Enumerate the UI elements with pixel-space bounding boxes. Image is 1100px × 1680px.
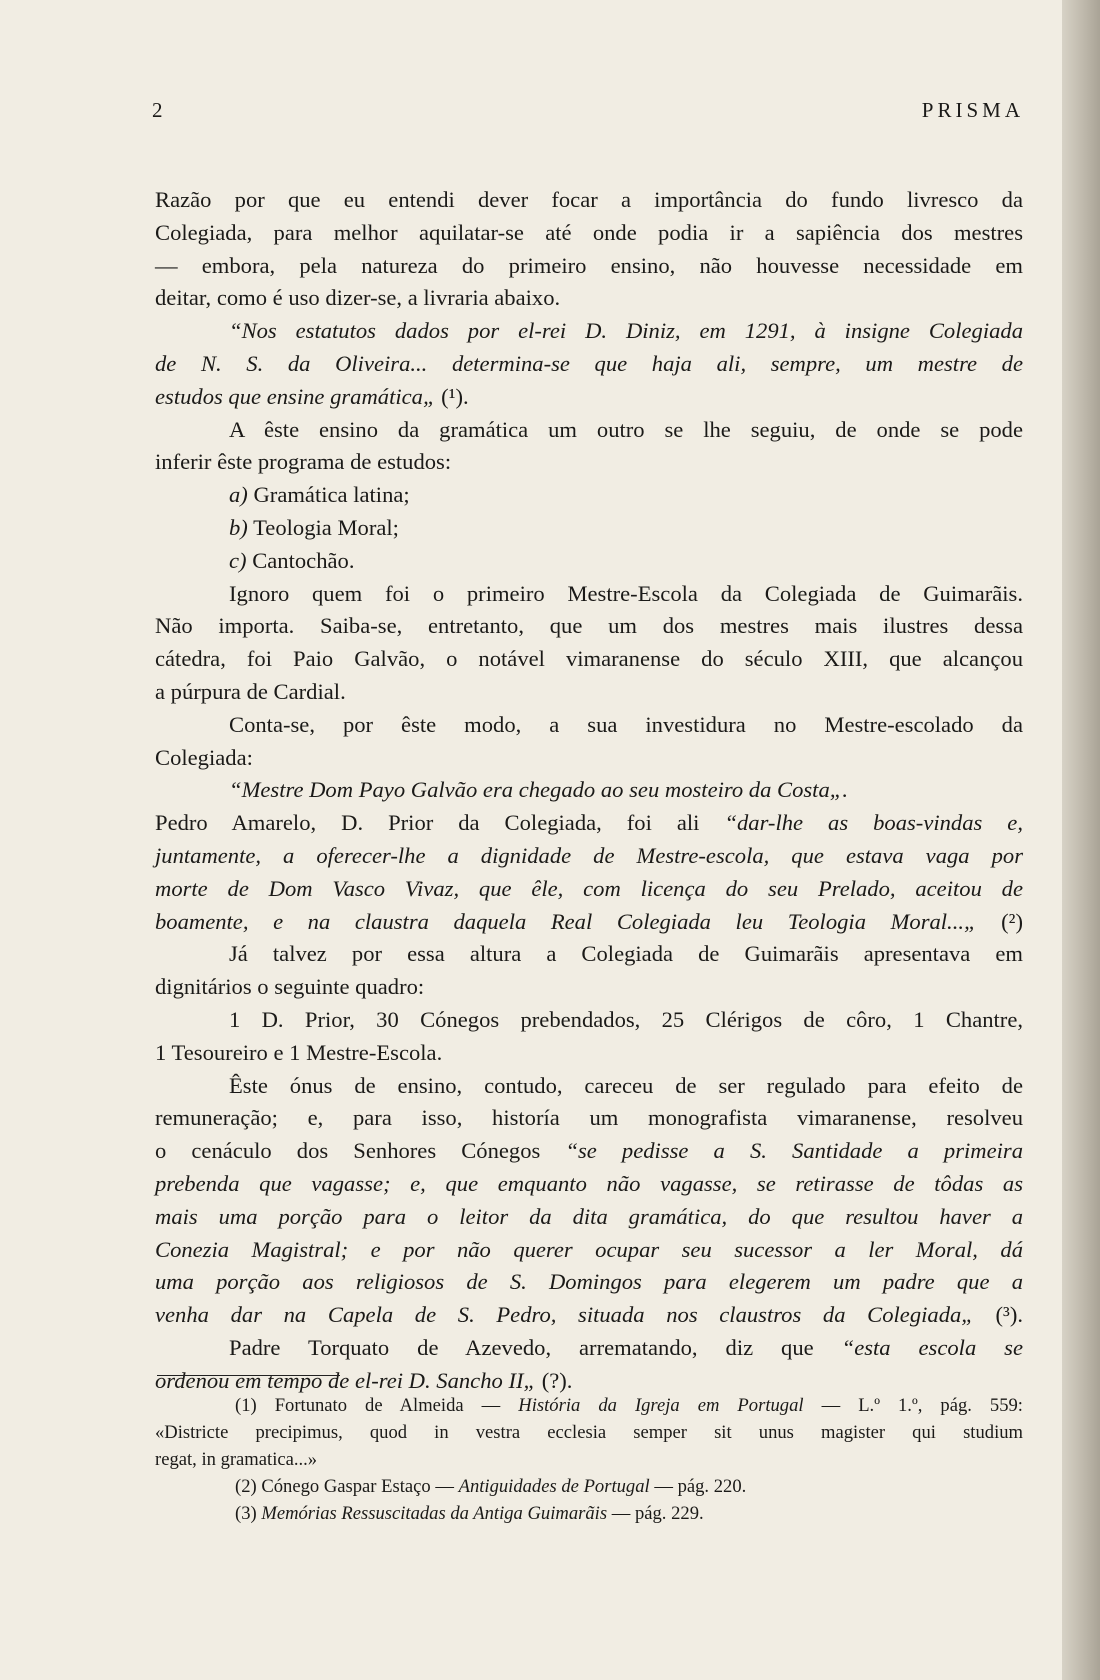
quote-text: boamente, e na claustra daquela Real Colegiada leu Teologia Moral...„ xyxy=(155,908,977,934)
quote-text: morte de Dom Vasco Vivaz, que êle, com licença do seu Prelado, aceitou de xyxy=(155,875,1023,901)
quote-line xyxy=(155,315,1023,348)
footnote-author: Fortunato de Almeida — xyxy=(256,1395,519,1416)
quote-line xyxy=(155,840,1023,873)
footnote-divider xyxy=(157,1375,340,1376)
text-line: Já talvez por essa altura a Colegiada de Guimarãis apresentava em xyxy=(229,941,1023,967)
list-text: Cantochão. xyxy=(246,547,355,573)
text-segment: Pedro Amarelo, D. Prior da Colegiada, foi ali xyxy=(155,810,725,836)
quote-text: “Nos estatutos dados por el-rei D. Diniz, em 1291, à insigne Colegiada xyxy=(229,318,1023,344)
quote-line xyxy=(155,1299,1023,1332)
list-item xyxy=(155,512,1023,545)
quote-text: estudos que ensine gramática„ xyxy=(155,383,436,409)
quote-text: Conezia Magistral; e por não querer ocupar seu sucessor a ler Moral, dá xyxy=(155,1236,1023,1262)
footnote-ref: (?). xyxy=(536,1367,573,1393)
quote-line xyxy=(155,906,1023,939)
footnote-ref: (²) xyxy=(976,908,1023,934)
text-line: inferir êste programa de estudos: xyxy=(155,449,452,475)
text-line: Ignoro quem foi o primeiro Mestre-Escola da Colegiada de Guimarãis. xyxy=(229,580,1023,606)
quote-text: uma porção aos religiosos de S. Domingos para elegerem um padre que a xyxy=(155,1269,1023,1295)
text-line: dignitários o seguinte quadro: xyxy=(155,974,425,1000)
footnote-title: Antiguidades de Portugal xyxy=(458,1476,650,1497)
text-line: 1 Tesoureiro e 1 Mestre-Escola. xyxy=(155,1039,443,1065)
text-segment: o cenáculo dos Senhores Cónegos xyxy=(155,1138,566,1164)
quote-text: “Mestre Dom Payo Galvão era chegado ao seu mosteiro da Costa„. xyxy=(229,777,848,803)
quote-text: ordenou em tempo de el-rei D. Sancho II„ xyxy=(155,1367,537,1393)
footnote-1 xyxy=(155,1392,1023,1419)
quote-line xyxy=(155,774,1023,807)
list-marker: a) xyxy=(229,482,248,508)
quote-line xyxy=(155,1168,1023,1201)
footnote-mark: (3) xyxy=(235,1503,257,1524)
quote-line xyxy=(155,381,1023,414)
quote-text: prebenda que vagasse; e, que emquanto não vagasse, se retirasse de tôdas as xyxy=(155,1170,1023,1196)
footnote-2 xyxy=(155,1473,1023,1500)
footnote-3 xyxy=(155,1500,1023,1527)
text-line: Êste ónus de ensino, contudo, careceu de ser regulado para efeito de xyxy=(229,1072,1023,1098)
text-segment: Padre Torquato de Azevedo, arrematando, diz que xyxy=(229,1334,842,1360)
footnote-rest: — pág. 220. xyxy=(649,1476,747,1497)
list-marker: b) xyxy=(229,514,248,540)
body-text xyxy=(155,184,1023,1397)
footnote-mark: (1) xyxy=(235,1395,257,1416)
text-line: Não importa. Saiba-se, entretanto, que um dos mestres mais ilustres dessa xyxy=(155,613,1023,639)
quote-text: venha dar na Capela de S. Pedro, situada nos claustros da Colegiada„ xyxy=(155,1302,974,1328)
list-item xyxy=(155,479,1023,512)
footnote-mark: (2) xyxy=(235,1476,257,1497)
footnote-title: Memórias Ressuscitadas da Antiga Guimarãis xyxy=(261,1503,608,1524)
text-line: Razão por que eu entendi dever focar a importância do fundo livresco da xyxy=(155,187,1023,212)
text-line: a púrpura de Cardial. xyxy=(155,678,346,704)
text-line xyxy=(155,1135,1023,1168)
footnote-ref: (³). xyxy=(973,1302,1023,1328)
footnote-rest: — L.º 1.º, pág. 559: xyxy=(803,1395,1023,1416)
footnotes xyxy=(155,1392,1023,1527)
text-line: Colegiada: xyxy=(155,744,253,770)
footnote-1-quote-end: regat, in gramatica...» xyxy=(155,1449,318,1470)
text-line: remuneração; e, para isso, historía um monografista vimaranense, resolveu xyxy=(155,1105,1023,1131)
footnote-author: Cónego Gaspar Estaço — xyxy=(256,1476,459,1497)
list-text: Teologia Moral; xyxy=(247,514,399,540)
list-item xyxy=(155,545,1023,578)
quote-text: de N. S. da Oliveira... determina-se que haja ali, sempre, um mestre de xyxy=(155,350,1023,376)
running-title: PRISMA xyxy=(921,98,1024,122)
quote-text: “se pedisse a S. Santidade a primeira xyxy=(565,1138,1023,1164)
page-edge xyxy=(1062,0,1100,1680)
quote-line xyxy=(155,348,1023,381)
text-line: 1 D. Prior, 30 Cónegos prebendados, 25 Clérigos de côro, 1 Chantre, xyxy=(229,1006,1023,1032)
list-text: Gramática latina; xyxy=(247,482,410,508)
quote-text: “esta escola se xyxy=(841,1334,1023,1360)
quote-line xyxy=(155,873,1023,906)
text-line: — embora, pela natureza do primeiro ensino, não houvesse necessidade em xyxy=(155,252,1023,278)
text-line: A êste ensino da gramática um outro se lhe seguiu, de onde se pode xyxy=(229,416,1023,442)
page-header xyxy=(152,98,1024,128)
list-marker: c) xyxy=(229,547,247,573)
text-line xyxy=(155,1332,1023,1365)
text-line: Colegiada, para melhor aquilatar-se até onde podia ir a sapiência dos mestres xyxy=(155,219,1023,245)
quote-line xyxy=(155,807,1023,840)
text-line: cátedra, foi Paio Galvão, o notável vimaranense do século XIII, que alcançou xyxy=(155,646,1023,672)
quote-line xyxy=(155,1234,1023,1267)
footnote-rest: — pág. 229. xyxy=(607,1503,704,1524)
quote-text: “dar-lhe as boas-vindas e, xyxy=(724,810,1023,836)
quote-line xyxy=(155,1266,1023,1299)
footnote-title: História da Igreja em Portugal xyxy=(518,1395,804,1416)
text-line: Conta-se, por êste modo, a sua investidura no Mestre-escolado da xyxy=(229,711,1023,737)
footnote-ref: (¹). xyxy=(435,383,469,409)
quote-text: mais uma porção para o leitor da dita gramática, do que resultou haver a xyxy=(155,1203,1023,1229)
text-line: deitar, como é uso dizer-se, a livraria abaixo. xyxy=(155,285,561,311)
footnote-1-quote: «Districte precipimus, quod in vestra ecclesia semper sit unus magister qui studium xyxy=(155,1422,1023,1443)
quote-line xyxy=(155,1201,1023,1234)
page-number: 2 xyxy=(152,98,163,122)
quote-text: juntamente, a oferecer-lhe a dignidade de Mestre-escola, que estava vaga por xyxy=(155,842,1023,868)
